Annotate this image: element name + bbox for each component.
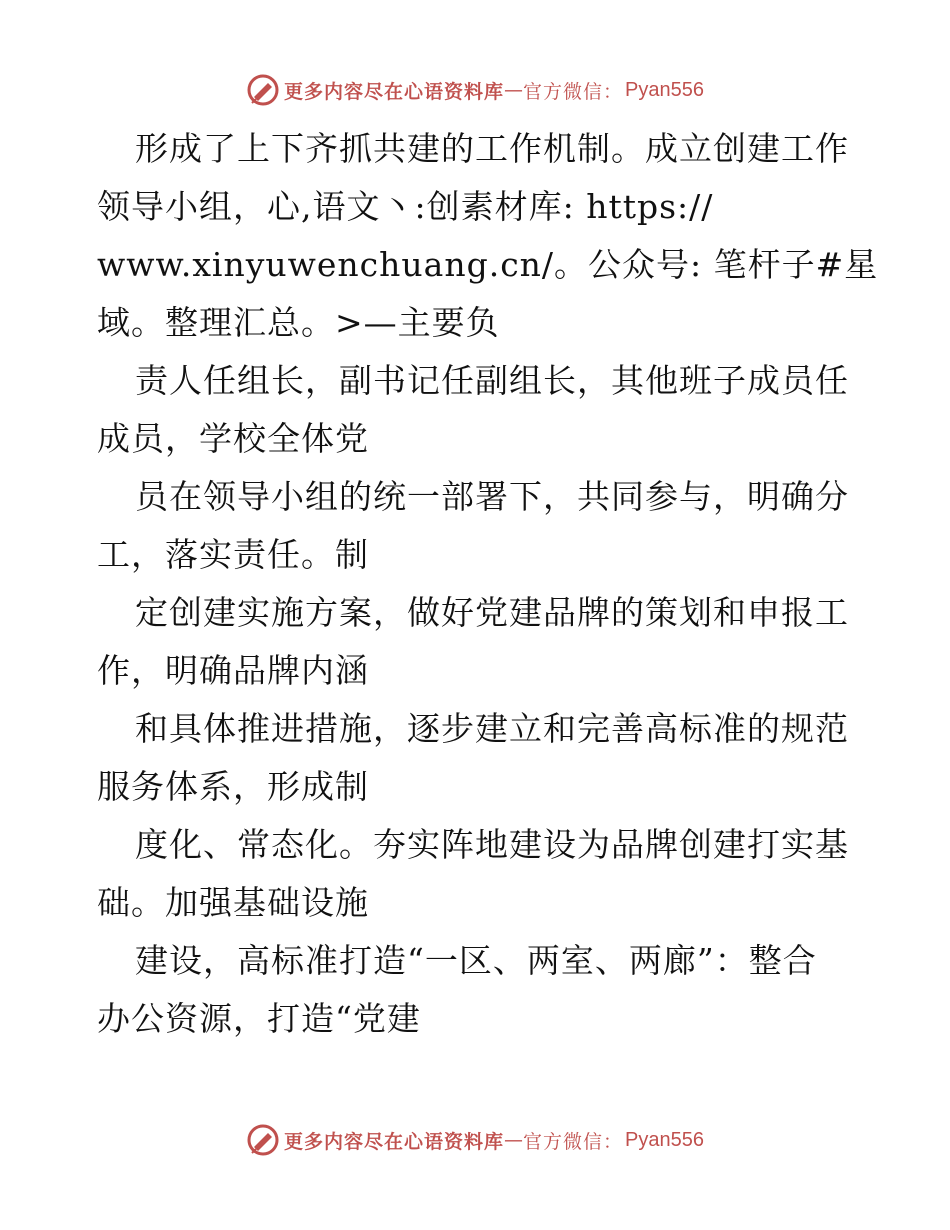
text-line: 服务体系，形成制: [97, 767, 369, 806]
paragraph: [97, 120, 879, 352]
paragraph: [97, 352, 857, 468]
text-line: 础。加强基础设施: [97, 883, 369, 922]
text-line: 作，明确品牌内涵: [97, 651, 369, 690]
text-line: 域。整理汇总。>—主要负: [97, 303, 500, 342]
paragraph: [97, 584, 857, 700]
text-line: 建设，高标准打造“一区、两室、两廊”：整合: [135, 941, 817, 980]
pen-logo-icon: [246, 73, 280, 107]
text-line: 成员，学校全体党: [97, 419, 369, 458]
banner-text: 更多内容尽在心语资料库: [284, 1130, 505, 1153]
paragraph: [97, 700, 857, 816]
text-line: 员在领导小组的统一部署下，共同参与，明确分: [135, 477, 849, 516]
paragraph: [97, 932, 857, 1048]
paragraph: [97, 468, 857, 584]
header-banner: [0, 70, 950, 110]
banner-wechat-id: Pyan556: [625, 1128, 704, 1151]
banner-wechat-label: 官方微信：: [523, 80, 624, 103]
pen-logo-icon: [246, 1123, 280, 1157]
text-line: 和具体推进措施，逐步建立和完善高标准的规范: [135, 709, 849, 748]
text-line: 形成了上下齐抓共建的工作机制。成立创建工作: [135, 129, 849, 168]
banner-wechat-id: Pyan556: [625, 78, 704, 101]
text-line: 领导小组，心,语文丶:创素材库: https://: [97, 187, 714, 226]
footer-banner: [0, 1120, 950, 1160]
banner-wechat-label: 官方微信：: [523, 1130, 624, 1153]
document-body: [97, 120, 879, 1048]
banner-separator: —: [504, 1129, 524, 1151]
text-line: www.xinyuwenchuang.cn/。公众号: 笔杆子#星: [97, 245, 879, 284]
paragraph: [97, 816, 857, 932]
text-line: 度化、常态化。夯实阵地建设为品牌创建打实基: [135, 825, 849, 864]
text-line: 工，落实责任。制: [97, 535, 369, 574]
banner-separator: —: [504, 79, 524, 101]
text-line: 办公资源，打造“党建: [97, 999, 421, 1038]
text-line: 责人任组长，副书记任副组长，其他班子成员任: [135, 361, 849, 400]
banner-text: 更多内容尽在心语资料库: [284, 80, 505, 103]
text-line: 定创建实施方案，做好党建品牌的策划和申报工: [135, 593, 849, 632]
